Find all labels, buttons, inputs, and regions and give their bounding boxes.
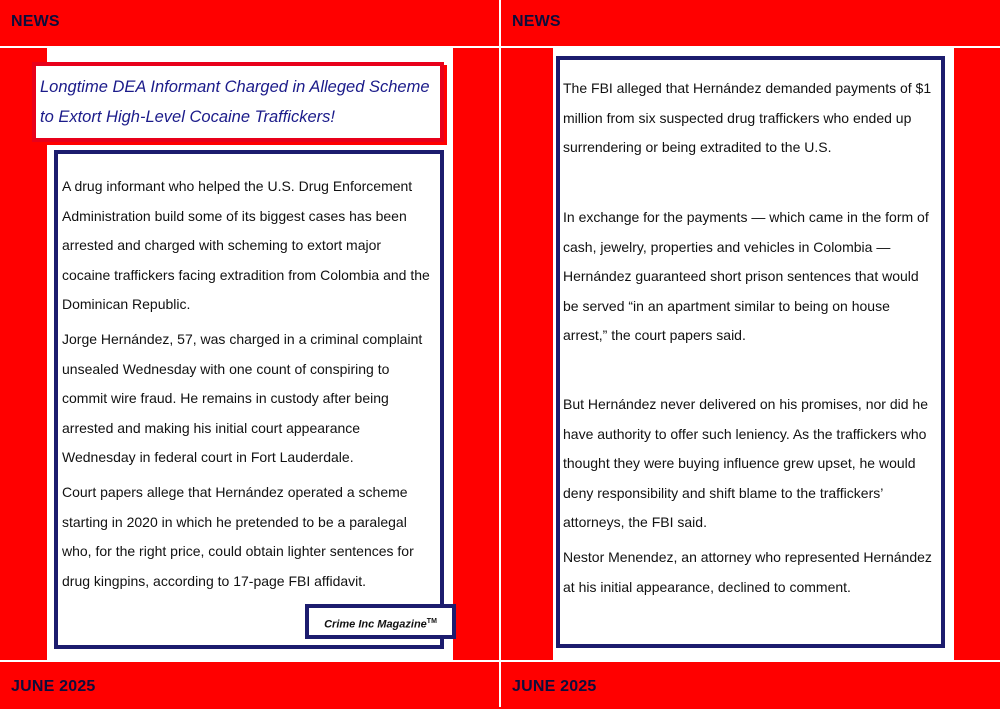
right-section-label: NEWS xyxy=(512,13,561,30)
trademark-mark: TM xyxy=(426,618,437,625)
right-footer-label: JUNE 2025 xyxy=(512,678,597,695)
right-paragraph-1: The FBI alleged that Hernández demanded payments of $1 million from six suspected drug traffickers who ended up surrendering or being extradited to the U.S. xyxy=(563,80,932,155)
headline-box xyxy=(32,62,444,142)
left-page xyxy=(0,0,499,707)
right-header-band xyxy=(501,0,1000,48)
left-footer-label: JUNE 2025 xyxy=(11,678,96,695)
right-paragraph-3: But Hernández never delivered on his promises, nor did he have authority to offer such leniency. As the traffickers who thought they were buying influence grew upset, he would deny responsibility and shift blame to the traffickers’ attorneys, the FBI said. xyxy=(563,396,928,530)
left-section-label: NEWS xyxy=(11,13,60,30)
left-paragraph-3: Court papers allege that Hernández operated a scheme starting in 2020 in which he pretended to be a paralegal who, for the right price, could obtain lighter sentences for drug kingpins, according to 17-page FBI affidavit. xyxy=(62,484,414,589)
article-headline: Longtime DEA Informant Charged in Alleged Scheme to Extort High-Level Cocaine Traffickers! xyxy=(40,78,430,126)
right-paragraph-2: In exchange for the payments — which came in the form of cash, jewelry, properties and vehicles in Colombia — Hernández guaranteed short prison sentences that would be served “in an apartment similar to being on house arrest,” the court papers said. xyxy=(563,209,929,343)
magazine-badge xyxy=(305,604,456,639)
right-footer-band xyxy=(501,660,1000,709)
right-paragraph-4: Nestor Menendez, an attorney who represented Hernández at his initial appearance, declined to comment. xyxy=(563,549,932,595)
magazine-badge-label: Crime Inc Magazine xyxy=(324,618,427,631)
left-header-band xyxy=(0,0,499,48)
left-paragraph-1: A drug informant who helped the U.S. Drug Enforcement Administration build some of its biggest cases has been arrested and charged with scheming to extort major cocaine traffickers facing extradition from Colombia and the Dominican Republic. xyxy=(62,178,430,312)
left-article-box xyxy=(54,150,444,649)
right-article-box xyxy=(556,56,945,648)
left-paragraph-2: Jorge Hernández, 57, was charged in a criminal complaint unsealed Wednesday with one count of conspiring to commit wire fraud. He remains in custody after being arrested and making his initial court appearance Wednesday in federal court in Fort Lauderdale. xyxy=(62,331,423,465)
left-footer-band xyxy=(0,660,499,709)
